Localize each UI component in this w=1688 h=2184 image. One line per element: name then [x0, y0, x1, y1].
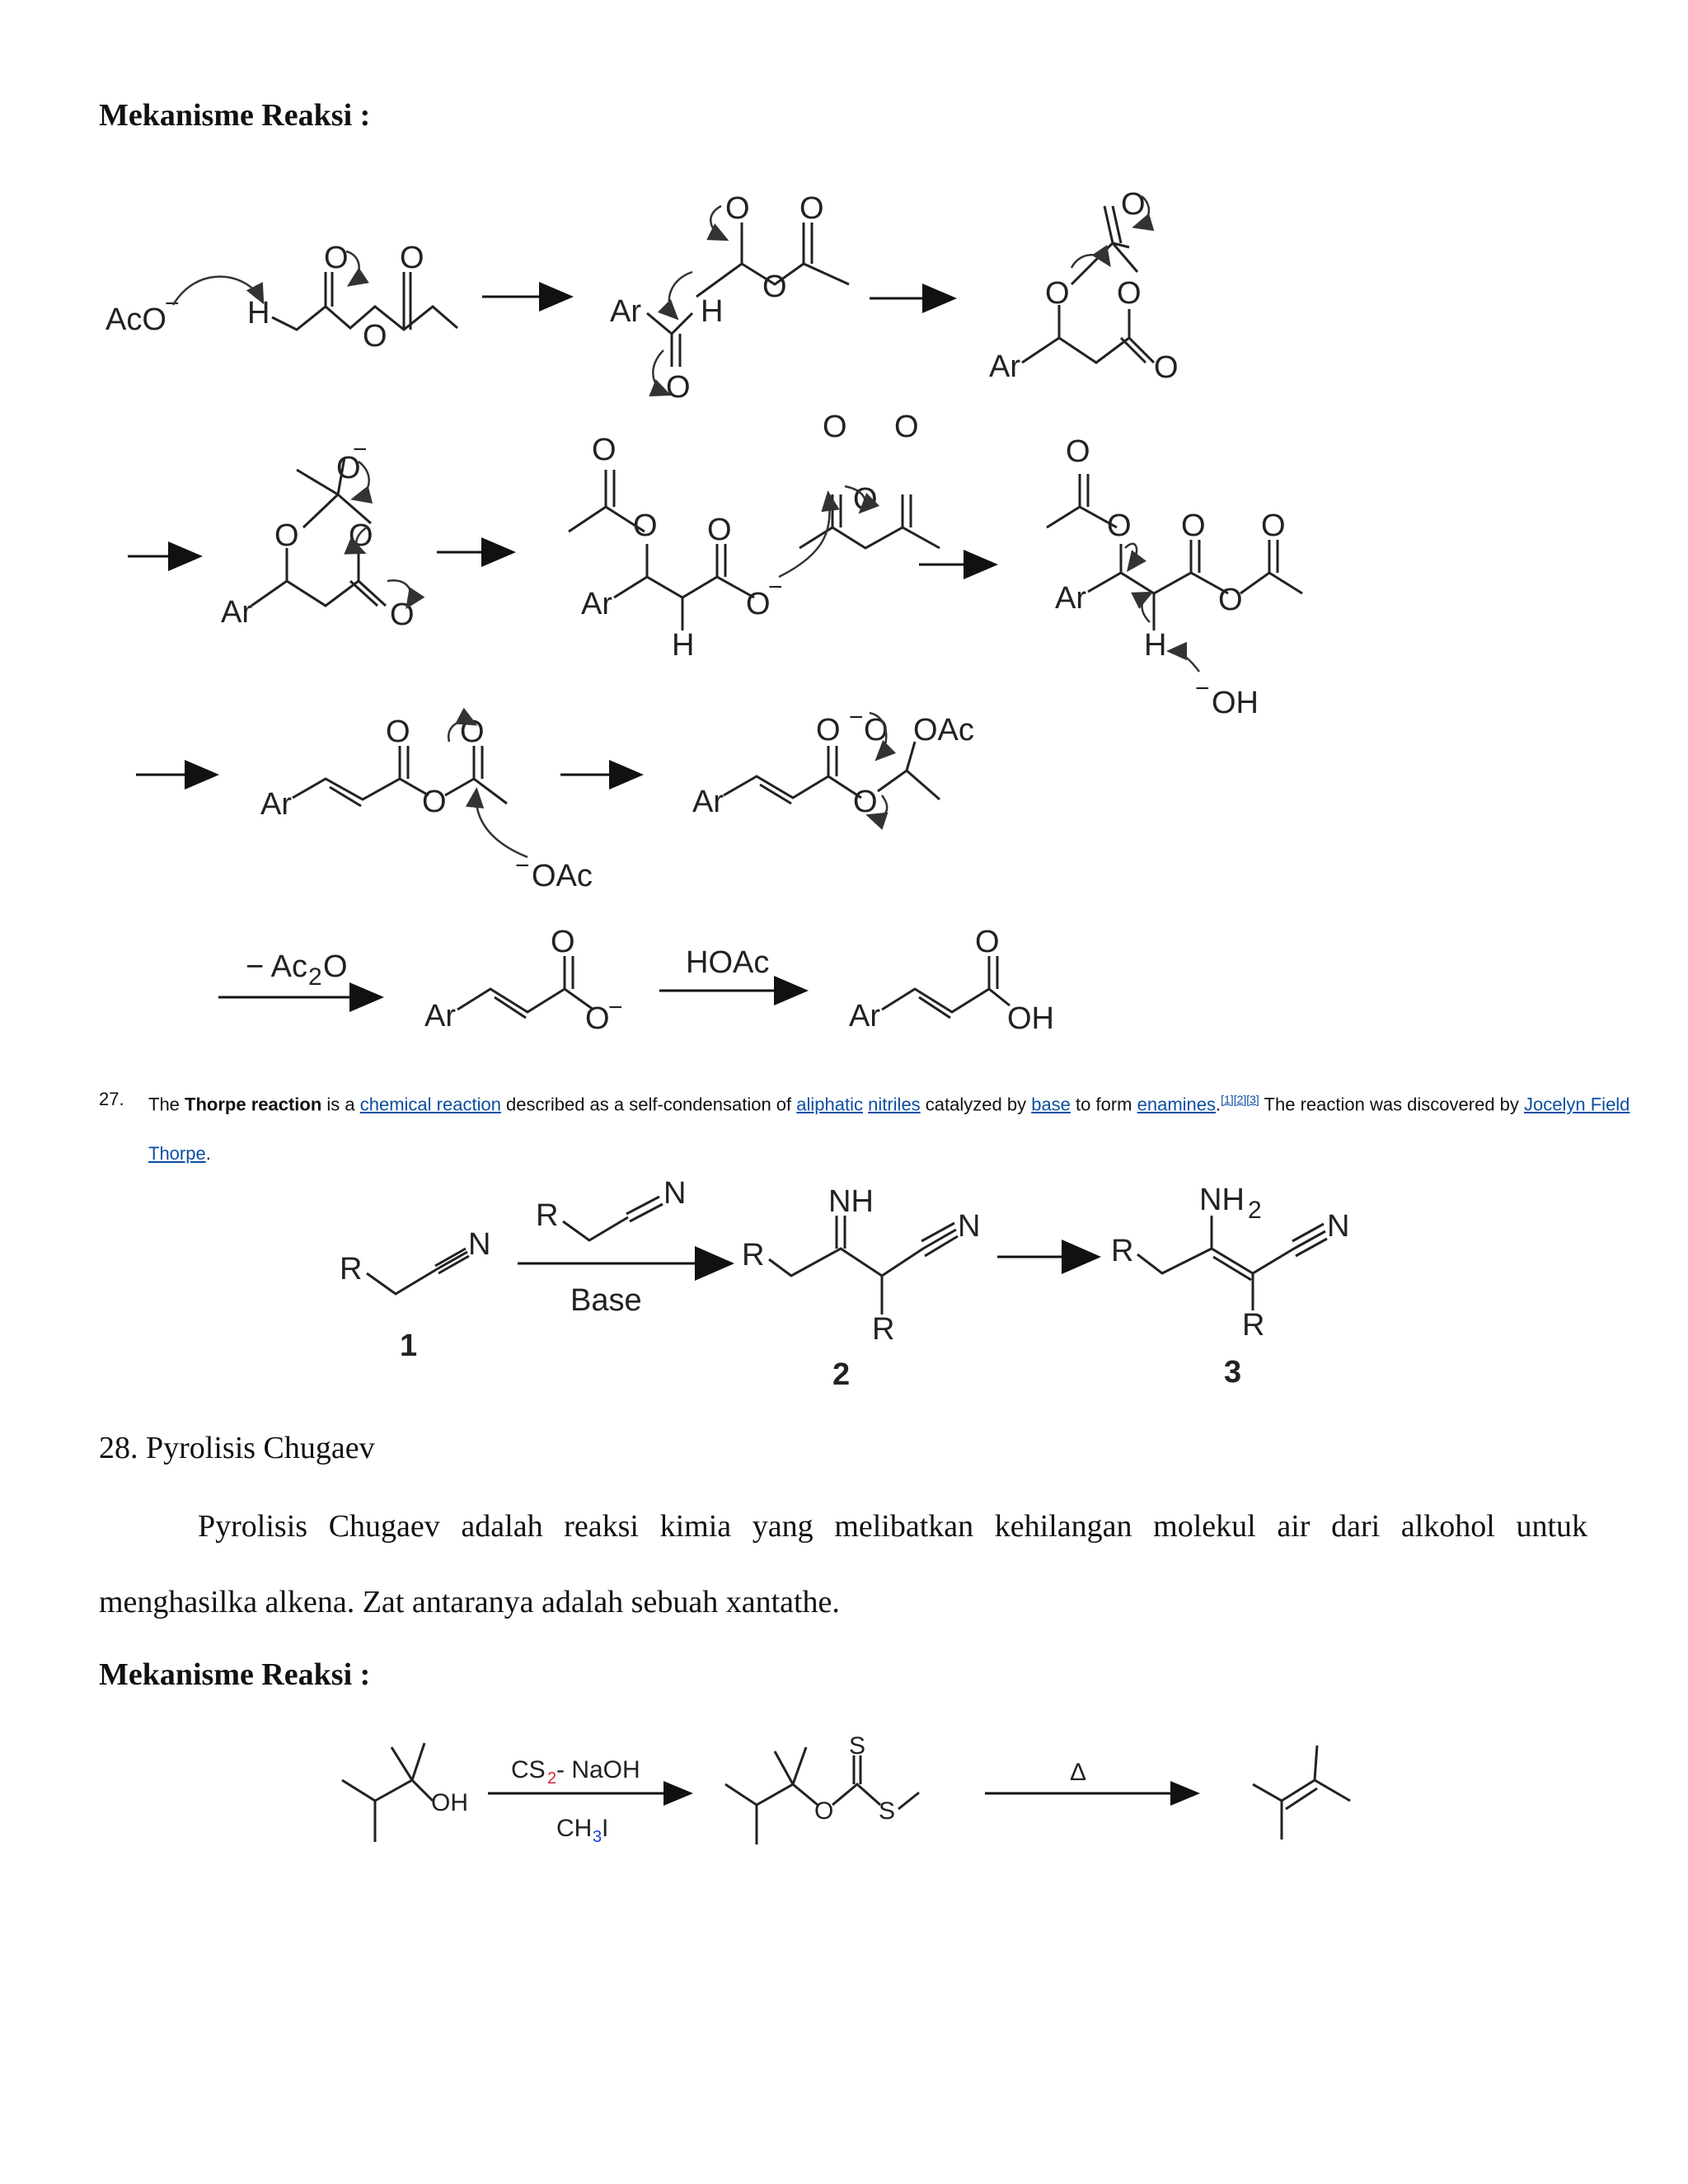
oac-label: OAc	[913, 713, 974, 748]
perkin-mechanism-scheme	[0, 165, 1688, 1047]
o-label: O	[390, 598, 415, 632]
compound-number-2: 2	[832, 1357, 851, 1392]
o-label: O	[1218, 583, 1243, 617]
section-heading-mechanism-2: Mekanisme Reaksi :	[99, 1657, 371, 1692]
methyl-bond	[898, 1793, 919, 1809]
link-nitriles[interactable]: nitriles	[868, 1094, 921, 1115]
imine-bonds	[769, 1216, 958, 1315]
reference-links[interactable]: [1][2][3]	[1221, 1093, 1259, 1106]
o-label: O	[592, 433, 617, 467]
hoac-label: HOAc	[686, 945, 770, 980]
chain-bonds	[367, 1269, 437, 1294]
o-label: O	[585, 1001, 610, 1036]
o-label: O	[422, 785, 447, 819]
curly-arrow	[779, 494, 829, 577]
enamine-bonds	[1137, 1216, 1327, 1310]
curly-arrow	[1170, 651, 1199, 672]
oh-label: OH	[431, 1789, 468, 1816]
thorpe-term: Thorpe reaction	[185, 1094, 322, 1115]
oh-label: OH	[1212, 686, 1259, 720]
curly-arrow	[710, 206, 725, 239]
perkin-mechanism-svg	[0, 165, 1688, 1047]
text: The reaction was discovered by	[1259, 1094, 1525, 1115]
ac2o-subscript: 2	[308, 963, 322, 991]
section-heading-mechanism-1: Mekanisme Reaksi :	[99, 98, 371, 133]
o-label: O	[814, 1797, 834, 1825]
ar-label: Ar	[260, 787, 292, 822]
naoh-label: - NaOH	[556, 1756, 640, 1783]
o-label: O	[799, 191, 824, 226]
n-label: N	[468, 1227, 491, 1262]
o-label: O	[349, 518, 373, 553]
o-label: O	[460, 715, 485, 749]
h-label: H	[247, 296, 270, 330]
r-label: R	[340, 1252, 363, 1286]
curly-arrow	[669, 272, 692, 317]
o-label: O	[864, 713, 889, 748]
o-label: O	[400, 241, 424, 275]
text: described as a self-condensation of	[500, 1094, 797, 1115]
ac2o-o-label: O	[323, 949, 348, 984]
o-label: O	[725, 191, 750, 226]
cs2-text: CS	[511, 1756, 546, 1783]
n-label: N	[663, 1176, 687, 1211]
s-label: S	[879, 1797, 896, 1825]
o-label: O	[1107, 509, 1132, 543]
o-label: O	[363, 319, 387, 354]
ch3i-subscript: 3	[593, 1828, 603, 1846]
o-label: O	[853, 785, 878, 819]
thorpe-scheme-svg	[0, 1154, 1688, 1409]
o-label: O	[746, 587, 771, 621]
ar-label: Ar	[610, 294, 641, 329]
r-label: R	[1111, 1234, 1134, 1268]
compound-number-1: 1	[400, 1329, 418, 1363]
ar-label: Ar	[581, 587, 612, 621]
o-label: O	[324, 241, 349, 275]
cinnamoyl-anhydride-bonds	[293, 746, 507, 806]
o-label: O	[1261, 509, 1286, 543]
link-aliphatic[interactable]: aliphatic	[796, 1094, 863, 1115]
oac-label: OAc	[532, 859, 593, 893]
ch3i-i-label: I	[602, 1815, 609, 1842]
text: catalyzed by	[920, 1094, 1032, 1115]
minus-ac2o-label: − Ac	[246, 949, 307, 984]
text: The	[148, 1094, 185, 1115]
o-label: O	[336, 451, 361, 485]
alcohol-bonds	[342, 1743, 433, 1842]
o-label: O	[386, 715, 410, 749]
text: is a	[321, 1094, 360, 1115]
h-label: H	[1144, 628, 1167, 663]
ar-label: Ar	[989, 349, 1020, 384]
text: to form	[1070, 1094, 1137, 1115]
ar-label: Ar	[1055, 581, 1086, 616]
h-label: H	[701, 294, 724, 329]
curly-arrow	[1125, 544, 1137, 569]
o-label: O	[1117, 276, 1142, 311]
tetrahedral-intermediate-bonds	[724, 742, 940, 804]
nh2-label: NH	[1199, 1183, 1245, 1217]
cinnamate-bonds	[457, 956, 593, 1018]
o-label: O	[853, 482, 878, 517]
text: .	[1216, 1094, 1221, 1115]
alkene-bonds	[1253, 1746, 1350, 1840]
o-label: O	[894, 410, 919, 444]
ar-label: Ar	[692, 785, 724, 819]
h-label: H	[672, 628, 695, 663]
aco-label: AcO	[106, 302, 166, 337]
charge-minus: −	[608, 994, 623, 1021]
list-number: 27.	[99, 1089, 124, 1109]
cs2-label	[511, 1756, 546, 1783]
r-label: R	[872, 1312, 895, 1347]
o-label: O	[1121, 187, 1146, 222]
o-label: O	[1181, 509, 1206, 543]
o-label: O	[633, 509, 658, 543]
charge-minus: −	[353, 436, 368, 463]
curly-arrow	[1142, 593, 1150, 622]
compound-number-3: 3	[1224, 1355, 1242, 1390]
link-enamines[interactable]: enamines	[1137, 1094, 1216, 1115]
oh-label: OH	[1007, 1001, 1054, 1036]
text: .	[205, 1143, 211, 1165]
ch3i-label	[556, 1815, 592, 1842]
chugaev-scheme-svg	[0, 1722, 1688, 1871]
chugaev-reaction-scheme	[0, 1722, 1688, 1871]
r-label: R	[742, 1238, 765, 1272]
o-label: O	[762, 269, 787, 304]
aldehyde-enolate-bonds	[647, 264, 849, 367]
section-28-paragraph	[99, 1488, 1587, 1640]
charge-minus: −	[515, 852, 530, 879]
o-label: O	[666, 370, 691, 405]
o-label: O	[1066, 434, 1090, 469]
o-label: O	[1154, 350, 1179, 385]
link-base[interactable]: base	[1031, 1094, 1071, 1115]
charge-minus: −	[165, 290, 180, 317]
delta-label: Δ	[1070, 1759, 1087, 1786]
o-label: O	[551, 925, 575, 959]
r-label: R	[1242, 1308, 1265, 1343]
cs2-subscript: 2	[547, 1769, 557, 1788]
ar-label: Ar	[849, 999, 880, 1033]
link-chemical-reaction[interactable]: chemical reaction	[359, 1094, 501, 1115]
base-label: Base	[570, 1283, 642, 1318]
o-label: O	[816, 713, 841, 748]
o-label: O	[274, 518, 299, 553]
charge-minus: −	[849, 704, 864, 731]
section-title-28: 28. Pyrolisis Chugaev	[99, 1431, 375, 1465]
o-label: O	[707, 513, 732, 547]
o-label: O	[975, 925, 1000, 959]
carbonyl-bonds	[742, 223, 812, 264]
thorpe-reaction-scheme	[0, 1154, 1688, 1409]
charge-minus: −	[768, 574, 783, 601]
nitrile-bonds	[435, 1249, 469, 1273]
o-label: O	[1045, 276, 1070, 311]
r-label: R	[536, 1198, 559, 1233]
cinnamic-acid-bonds	[882, 956, 1010, 1018]
reagent-nitrile-bonds	[563, 1197, 663, 1240]
ar-label: Ar	[424, 999, 456, 1033]
ch3i-text: CH	[556, 1815, 593, 1842]
thiocarbonyl-bonds	[832, 1755, 880, 1805]
link-jocelyn-field-thorpe[interactable]: Jocelyn Field Thorpe	[148, 1094, 1630, 1165]
nh2-subscript: 2	[1248, 1197, 1262, 1224]
n-label: N	[958, 1209, 981, 1244]
o-label: O	[823, 410, 847, 444]
s-label: S	[849, 1732, 866, 1760]
nh-label: NH	[828, 1184, 874, 1219]
xanthate-alkyl-bonds	[725, 1747, 818, 1844]
charge-minus: −	[1195, 675, 1210, 702]
paragraph-text: Pyrolisis Chugaev adalah reaksi kimia yang melibatkan kehilangan molekul air dari alkohol untuk menghasilka alkena. Zat antaranya adalah sebuah xantathe.	[99, 1509, 1587, 1619]
n-label: N	[1327, 1209, 1350, 1244]
ar-label: Ar	[221, 595, 252, 630]
